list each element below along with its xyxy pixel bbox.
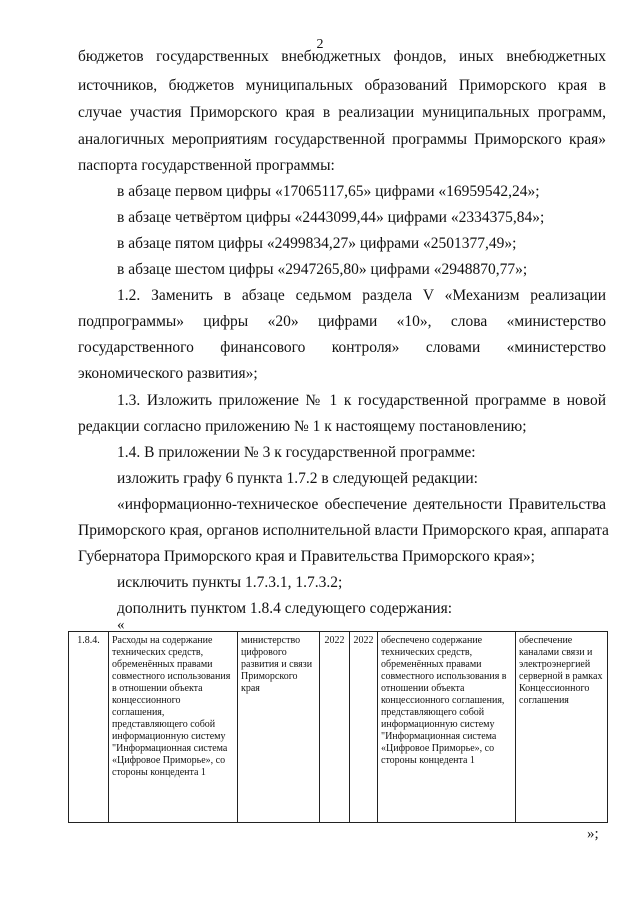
- cell-number: 1.8.4.: [69, 632, 109, 823]
- paragraph-line: экономического развития»;: [78, 365, 258, 382]
- paragraph-line: случае участия Приморского края в реализации муниципальных программ,: [78, 104, 606, 121]
- cell-indicator: обеспечение каналами связи и электроэнергией серверной в рамках Концессионного соглашения: [516, 632, 608, 823]
- paragraph-line: паспорта государственной программы:: [78, 157, 335, 174]
- paragraph-line: государственного финансового контроля» словами «министерство: [78, 339, 606, 356]
- paragraph-line: подпрограммы» цифры «20» цифрами «10», слова «министерство: [78, 313, 606, 330]
- paragraph-line: в абзаце шестом цифры «2947265,80» цифрами «2948870,77»;: [117, 261, 528, 278]
- table-row: [69, 632, 608, 823]
- paragraph-line: 1.4. В приложении № 3 к государственной программе:: [117, 444, 476, 461]
- paragraph-line: в абзаце первом цифры «17065117,65» цифрами «16959542,24»;: [117, 183, 540, 200]
- cell-year-start: 2022: [320, 632, 350, 823]
- paragraph-line: 1.3. Изложить приложение № 1 к государственной программе в новой: [117, 392, 606, 409]
- cell-result: обеспечено содержание технических средств, обременённых правами совместного использования в отношении объекта концессионного соглашения, представляющего собой информационную систему "Информационная система «Цифровое Приморье», со стороны концедента 1: [378, 632, 516, 823]
- closing-quote: »;: [587, 826, 599, 842]
- cell-executor: министерство цифрового развития и связи Приморского края: [238, 632, 320, 823]
- paragraph-line: Приморского края, органов исполнительной власти Приморского края, аппарата: [78, 522, 609, 539]
- opening-quote: «: [117, 617, 125, 633]
- paragraph-line: дополнить пунктом 1.8.4 следующего содержания:: [117, 600, 452, 617]
- program-table: [68, 631, 608, 823]
- page-number: 2: [316, 37, 324, 52]
- cell-description: Расходы на содержание технических средств, обременённых правами совместного использования в отношении объекта концессионного соглашения, представляющего собой информационную систему "Информационная система «Цифровое Приморье», со стороны концедента 1: [109, 632, 238, 823]
- paragraph-line: аналогичных мероприятиям государственной программы Приморского края»: [78, 131, 606, 148]
- paragraph-line: 1.2. Заменить в абзаце седьмом раздела V «Механизм реализации: [117, 287, 606, 304]
- paragraph-line: редакции согласно приложению № 1 к настоящему постановлению;: [78, 418, 527, 435]
- paragraph-line: источников, бюджетов муниципальных образований Приморского края в: [78, 77, 606, 94]
- paragraph-line: в абзаце четвёртом цифры «2443099,44» цифрами «2334375,84»;: [117, 209, 545, 226]
- paragraph-line: бюджетов государственных внебюджетных фондов, иных внебюджетных: [78, 48, 606, 65]
- paragraph-line: Губернатора Приморского края и Правительства Приморского края»;: [78, 548, 535, 565]
- paragraph-line: исключить пункты 1.7.3.1, 1.7.3.2;: [117, 574, 343, 591]
- cell-year-end: 2022: [350, 632, 378, 823]
- paragraph-line: «информационно-техническое обеспечение деятельности Правительства: [117, 496, 606, 513]
- paragraph-line: изложить графу 6 пункта 1.7.2 в следующей редакции:: [117, 470, 478, 487]
- paragraph-line: в абзаце пятом цифры «2499834,27» цифрами «2501377,49»;: [117, 235, 517, 252]
